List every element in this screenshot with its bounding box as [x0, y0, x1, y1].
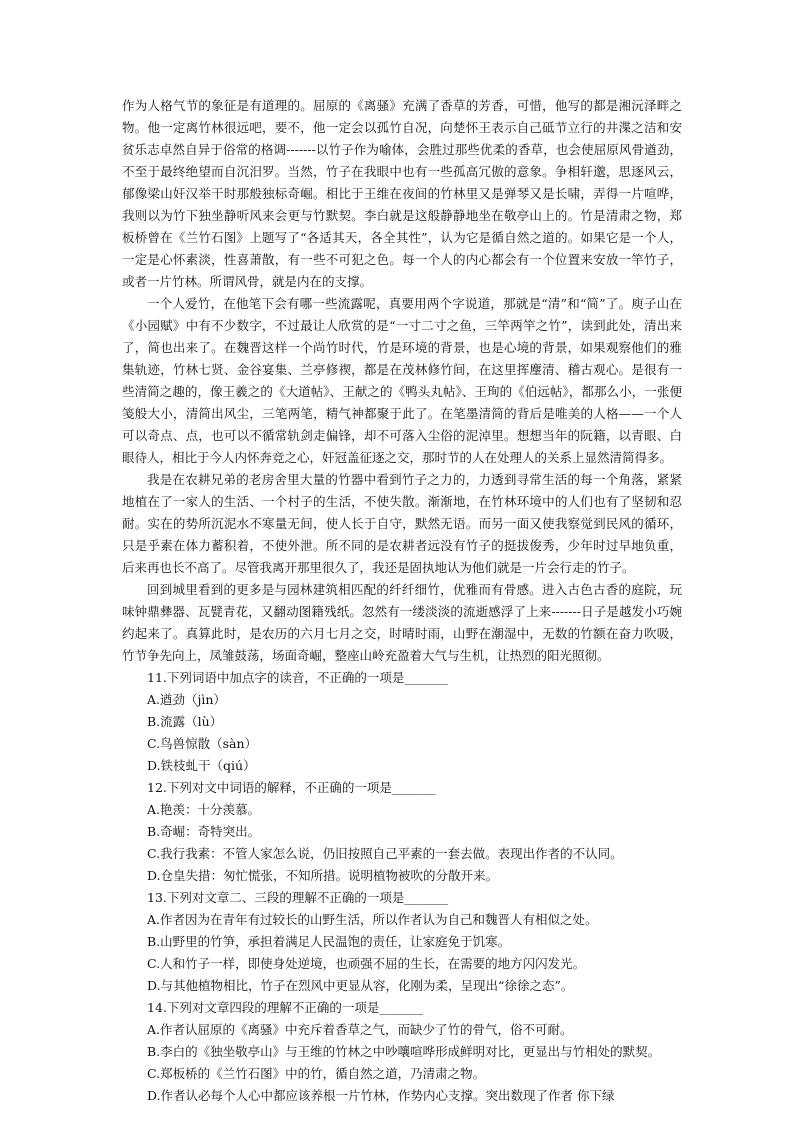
passage-paragraph-4: 回到城里看到的更多是与园林建筑相匹配的纤纤细竹，优雅而有骨感。进入古色古香的庭院，玩味钟鼎彝器、瓦甓青花，又翻动图籍残纸。忽然有一缕淡淡的流逝感浮了上来-------日子是越发小巧婉约起来了。真算此时，是农历的六月七月之交，时晴时雨，山野在潮湿中，无数的竹额在奋力吹吸，竹节争先向上，凤雏鼓荡，场面奇崛，整座山岭充盈着大气与生机，让热烈的阳光照彻。	[122, 582, 682, 663]
option-a: A.遒劲（jìn）	[147, 692, 226, 707]
passage-paragraph-1: 作为人格气节的象征是有道理的。屈原的《离骚》充满了香草的芳香，可惜，他写的都是湘沅泽畔之物。他一定离竹林很远吧，要不，他一定会以孤竹自况，向楚怀王表示自己砥节立行的井渫之洁和安贫乐志卓然自异于俗常的格调-------以竹子作为喻体，会胜过那些优柔的香草，也会使屈原风骨遒劲，不至于最终绝望而自沉汨罗。当然，竹子在我眼中也有一些孤高冗傲的意象。争相轩邈，思逐风云，郁像梁山奸汉举干时那般独标奇崛。相比于王维在夜间的竹林里又是弹琴又是长啸，弄得一片喧哗，我则以为竹下独坐静听风来会更与竹默契。李白就是这般静静地坐在敬亭山上的。竹是清肃之物，郑板桥曾在《兰竹石图》上题写了“各适其天，各全其性”，认为它是循自然之道的。如果它是一个人，一定是心怀素淡，性喜萧散，有一些不可犯之色。每一个人的内心都会有一个位置来安放一竿竹子，或者一片竹林。所谓风骨，就是内在的支撑。	[122, 98, 682, 289]
option-b: B.李白的《独坐敬亭山》与王维的竹林之中吵嚷喧哗形成鲜明对比，更显出与竹相处的默契。	[147, 1044, 661, 1059]
option-a: A.作者认屈原的《离骚》中充斥着香草之气，而缺少了竹的骨气，俗不可耐。	[147, 1022, 573, 1037]
question-stem: 14.下列对文章四段的理解不正确的一项是_______	[147, 1000, 424, 1015]
option-a: A.作者因为在青年有过较长的山野生活，所以作者认为自己和魏晋人有相似之处。	[147, 912, 598, 927]
document-page	[122, 95, 682, 1107]
option-d: D.铁枝虬干（qiú）	[147, 758, 256, 773]
question-14	[122, 997, 682, 1107]
option-d: D.作者认必每个人心中都应该养根一片竹林，作势内心支撑。突出数现了作者 你下绿	[147, 1088, 615, 1103]
question-stem: 13.下列对文章二、三段的理解不正确的一项是_______	[147, 890, 449, 905]
question-12	[122, 777, 682, 887]
option-b: B.山野里的竹笋，承担着满足人民温饱的责任，让家庭免于饥寒。	[147, 934, 511, 949]
option-b: B.流露（lù）	[147, 714, 223, 729]
option-b: B.奇崛：奇特突出。	[147, 824, 261, 839]
question-11	[122, 667, 682, 777]
passage-paragraph-3: 我是在农耕兄弟的老房舍里大量的竹器中看到竹子之力的，力透到寻常生活的每一个角落，紧紧地植在了一家人的生活、一个村子的生活，不使失散。渐渐地，在竹林环境中的人们也有了坚韧和忍耐。实在的势所沉泥水不寒量无间，使人长于自守，默然无语。而另一面又使我察觉到民风的循环，只是乎素在体力蓄积着，不使外泄。所不同的是农耕者远没有竹子的挺拔俊秀，少年时过早地负重，后来再也长不高了。尽管我离开那里很久了，我还是固执地认为他们就是一片会行走的竹子。	[122, 472, 682, 575]
option-c: C.鸟兽惊散（sàn）	[147, 736, 258, 751]
option-d: D.与其他植物相比，竹子在烈风中更显从容，化刚为柔，呈现出“徐徐之态”。	[147, 978, 574, 993]
question-stem: 12.下列对文中词语的解释，不正确的一项是_______	[147, 780, 436, 795]
question-13	[122, 887, 682, 997]
option-a: A.艳羡：十分羡慕。	[147, 802, 261, 817]
option-d: D.仓皇失措：匆忙慌张，不知所措。说明植物被吹的分散开来。	[147, 868, 499, 883]
option-c: C.我行我素：不管人家怎么说，仍旧按照自己平素的一套去做。表现出作者的不认同。	[147, 846, 623, 861]
question-stem: 11.下列词语中加点字的读音，不正确的一项是_______	[147, 670, 449, 685]
option-c: C.人和竹子一样，即使身处逆境，也顽强不屈的生长，在需要的地方闪闪发光。	[147, 956, 586, 971]
option-c: C.郑板桥的《兰竹石图》中的竹，循自然之道，乃清肃之物。	[147, 1066, 486, 1081]
passage-paragraph-2: 一个人爱竹，在他笔下会有哪一些流露呢，真要用两个字说道，那就是“清”和“简”了。庾子山在《小园赋》中有不少数字，不过最让人欣赏的是“一寸二寸之鱼，三竿两竿之竹”，读到此处，清出来了，简也出来了。在魏晋这样一个尚竹时代，竹是环境的背景，也是心境的背景，如果观察他们的雅集轨迹，竹林七贤、金谷宴集、兰亭修禊，都是在茂林修竹间，在这里挥麈清、稽古观心。是很有一些清简之趣的，像王羲之的《大道帖》、王献之的《鸭头丸帖》、王珣的《伯远帖》，都那么小，一张便笺般大小，清简出风尘，三笔两笔，精气神都聚于此了。在笔墨清简的背后是唯美的人格——一个人可以奇点、点，也可以不循常轨剑走偏锋，却不可落入尘俗的泥淖里。想想当年的阮籍，以青眼、白眼待人，相比于今人内怀奔竞之心，奸冠盖征逐之交，那时节的人在处理人的关系上显然清简得多。	[122, 296, 682, 465]
